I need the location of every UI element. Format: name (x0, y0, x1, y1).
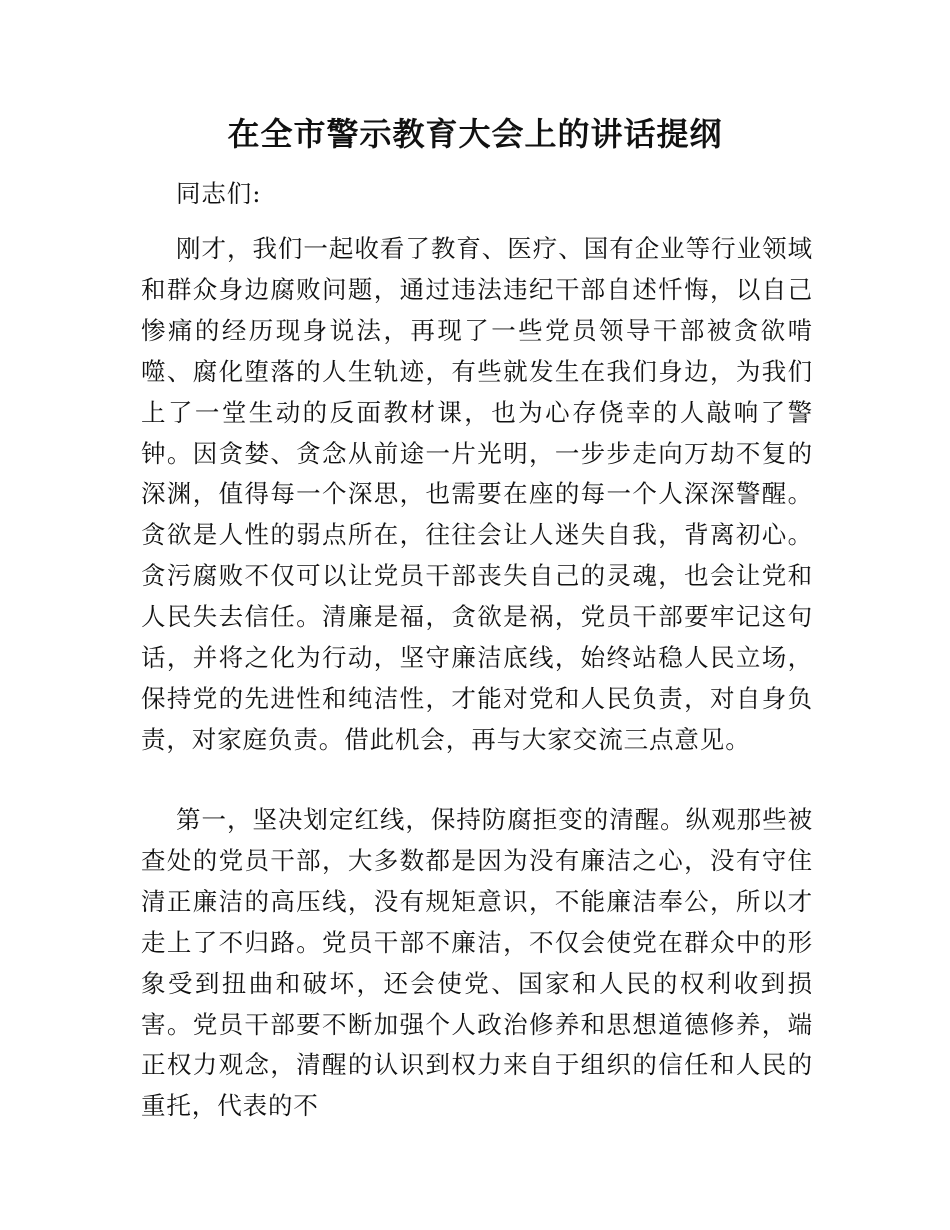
paragraph-point-one: 第一，坚决划定红线，保持防腐拒变的清醒。纵观那些被查处的党员干部，大多数都是因为没有廉洁之心，没有守住清正廉洁的高压线，没有规矩意识，不能廉洁奉公，所以才走上了不归路。党员干部不廉洁，不仅会使党在群众中的形象受到扭曲和破坏，还会使党、国家和人民的权利收到损害。党员干部要不断加强个人政治修养和思想道德修养，端正权力观念，清醒的认识到权力来自于组织的信任和人民的重托，代表的不 (141, 805, 813, 1121)
paragraph-opening: 刚才，我们一起收看了教育、医疗、国有企业等行业领域和群众身边腐败问题，通过违法违纪干部自述忏悔，以自己惨痛的经历现身说法，再现了一些党员领导干部被贪欲啃噬、腐化堕落的人生轨迹，有些就发生在我们身边，为我们上了一堂生动的反面教材课，也为心存侥幸的人敲响了警钟。因贪婪、贪念从前途一片光明，一步步走向万劫不复的深渊，值得每一个深思，也需要在座的每一个人深深警醒。贪欲是人性的弱点所在，往往会让人迷失自我，背离初心。贪污腐败不仅可以让党员干部丧失自己的灵魂，也会让党和人民失去信任。清廉是福，贪欲是祸，党员干部要牢记这句话，并将之化为行动，坚守廉洁底线，始终站稳人民立场，保持党的先进性和纯洁性，才能对党和人民负责，对自身负责，对家庭负责。借此机会，再与大家交流三点意见。 (141, 234, 813, 754)
salutation: 同志们: (176, 179, 262, 208)
document-title: 在全市警示教育大会上的讲话提纲 (227, 115, 723, 153)
